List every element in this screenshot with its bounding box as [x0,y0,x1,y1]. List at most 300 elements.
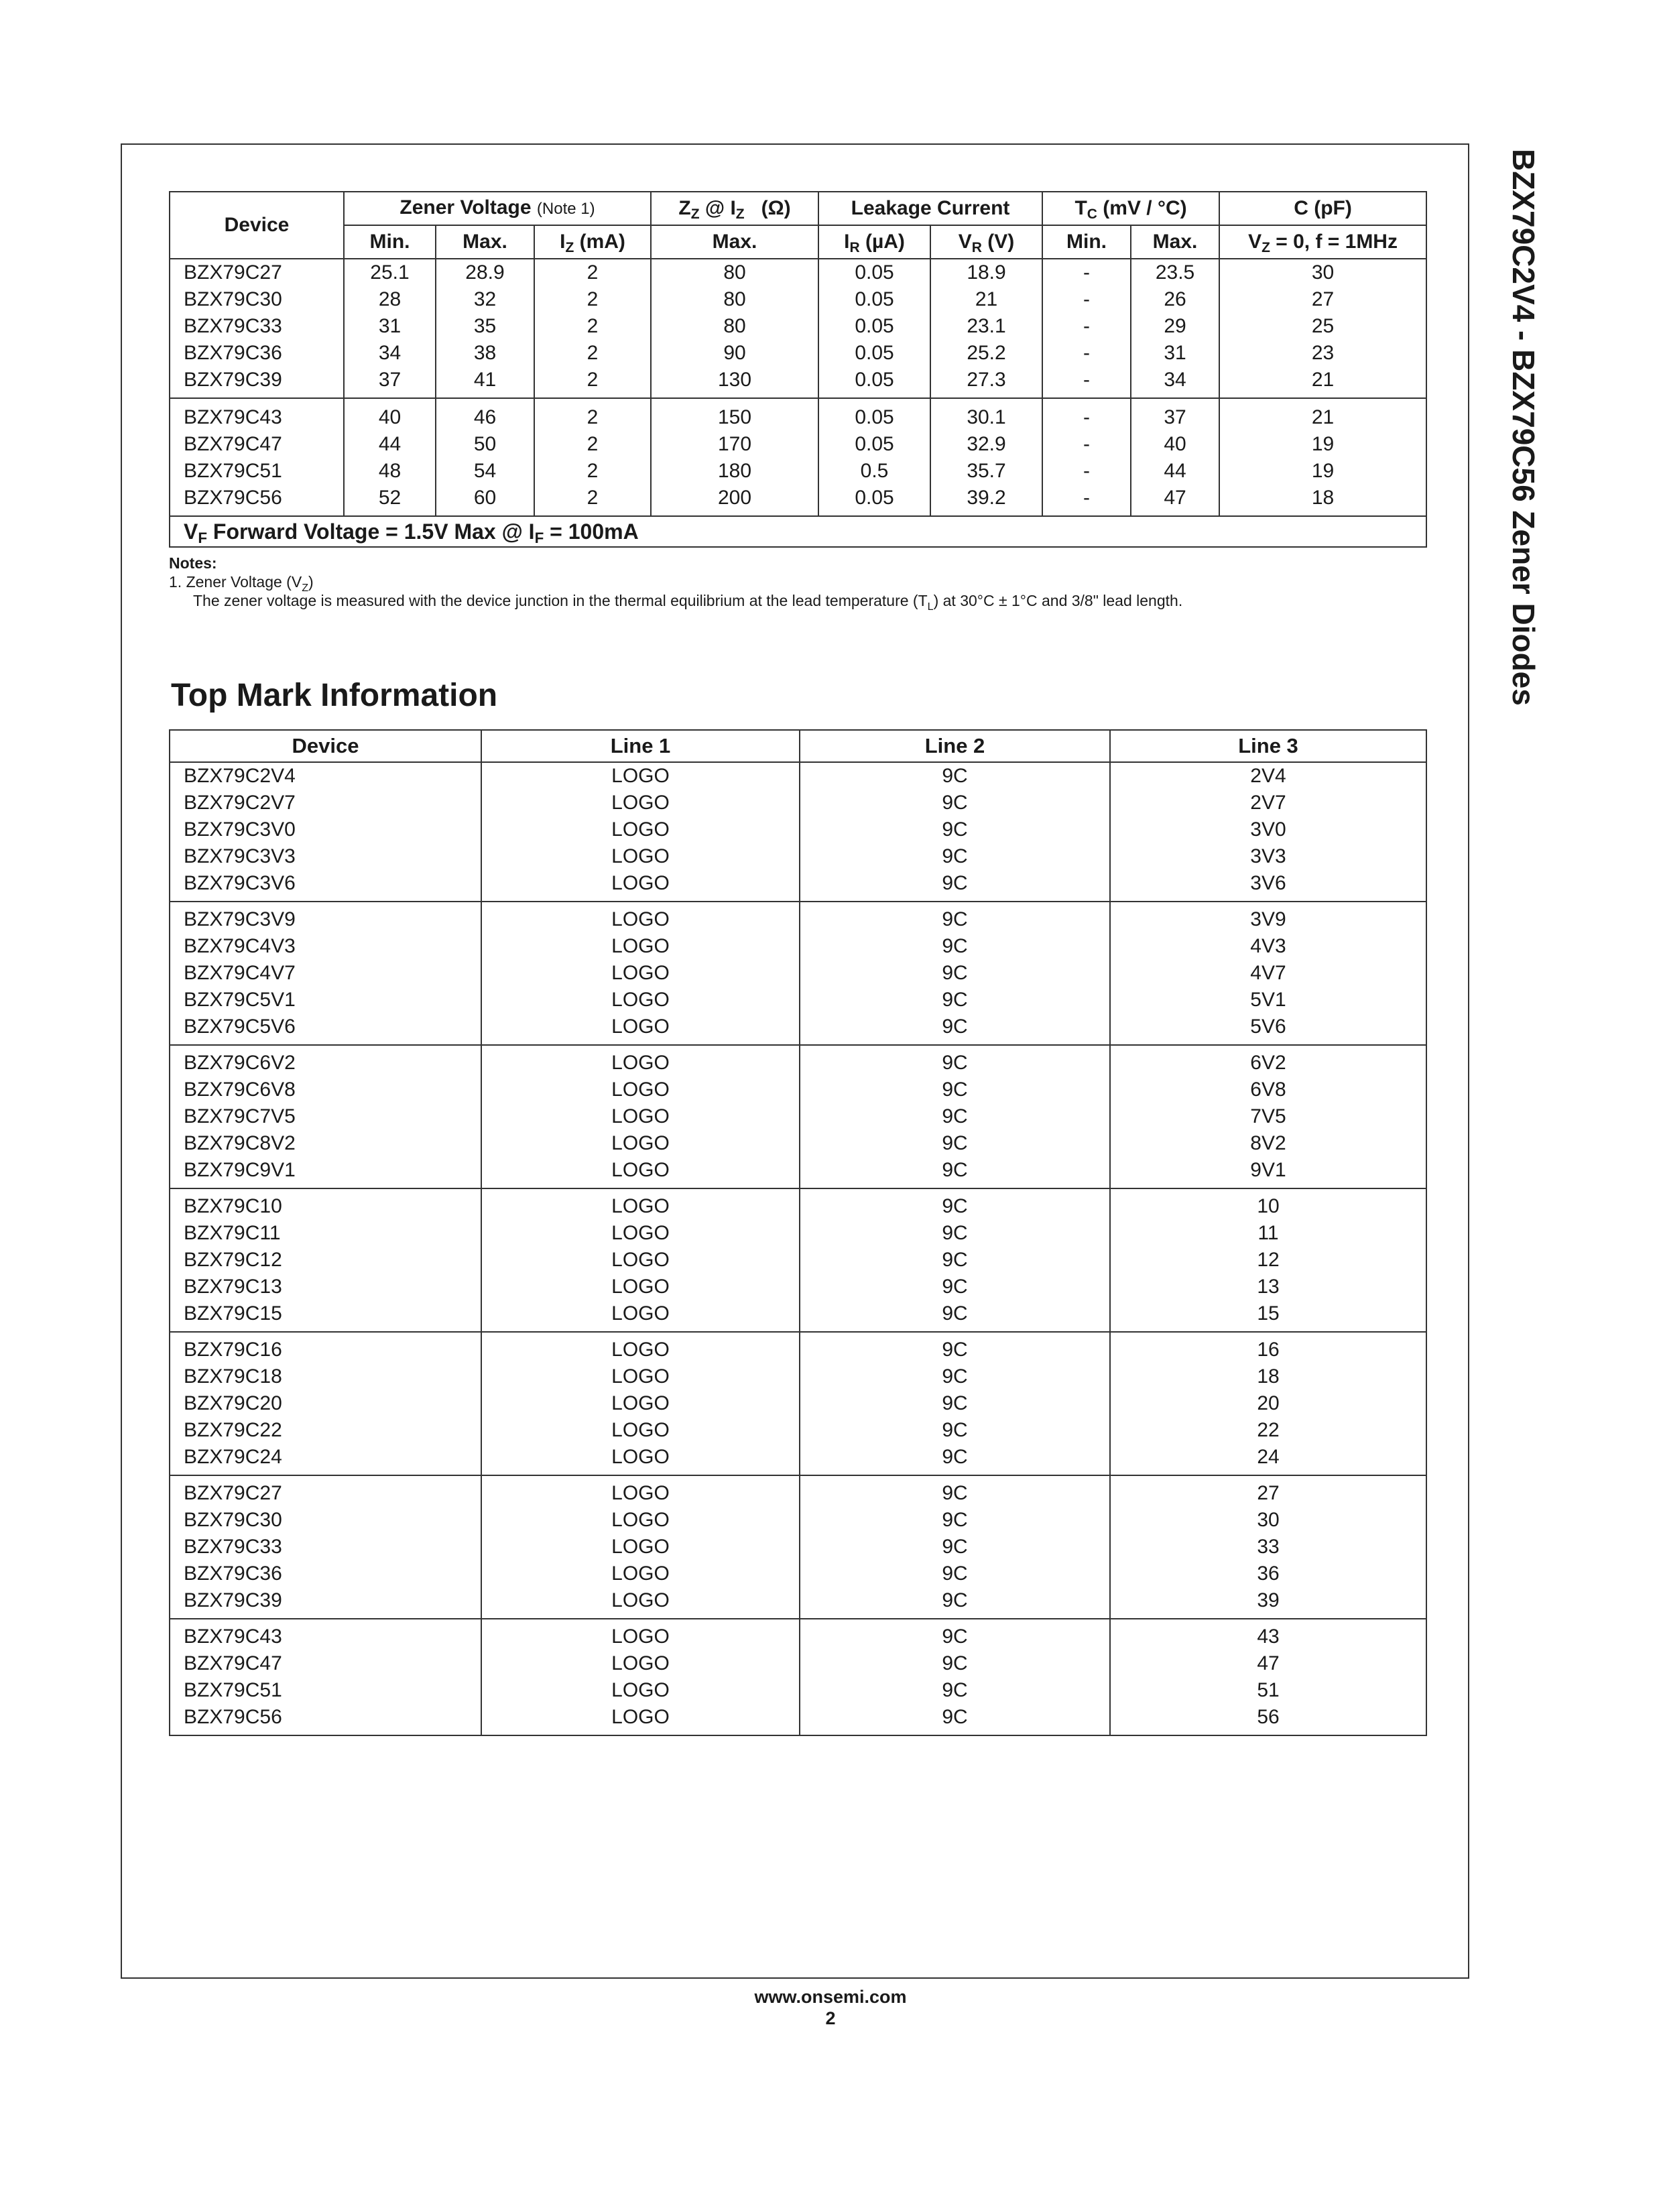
value-cell: LOGO [481,1650,800,1677]
value-cell: 9C [800,1300,1110,1332]
table-row [170,790,1426,816]
table-row [170,1103,1426,1130]
table-row [170,1390,1426,1417]
value-cell: 32 [436,286,534,313]
value-cell: 18 [1110,1363,1426,1390]
value-cell: 2 [534,367,651,398]
table-row [170,1677,1426,1704]
value-cell: 2 [534,286,651,313]
value-cell: 44 [344,431,436,458]
device-cell: BZX79C3V6 [170,870,481,902]
value-cell: 9C [800,1247,1110,1274]
value-cell: 9C [800,1534,1110,1560]
device-cell: BZX79C6V2 [170,1045,481,1077]
value-cell: 35.7 [930,458,1042,485]
value-cell: LOGO [481,790,800,816]
device-cell: BZX79C24 [170,1444,481,1475]
value-cell: 21 [930,286,1042,313]
table-row [170,870,1426,902]
device-cell: BZX79C18 [170,1363,481,1390]
value-cell: LOGO [481,1077,800,1103]
value-cell: 9C [800,1157,1110,1188]
table-row [170,933,1426,960]
device-cell: BZX79C39 [170,367,344,398]
device-cell: BZX79C56 [170,485,344,516]
value-cell: 200 [651,485,818,516]
value-cell: 9V1 [1110,1157,1426,1188]
device-cell: BZX79C56 [170,1704,481,1735]
table-row [170,1363,1426,1390]
value-cell: - [1042,340,1131,367]
value-cell: 21 [1219,367,1426,398]
value-cell: 11 [1110,1220,1426,1247]
value-cell: 51 [1110,1677,1426,1704]
table-row [170,1220,1426,1247]
value-cell: 19 [1219,458,1426,485]
value-cell: 3V3 [1110,843,1426,870]
device-cell: BZX79C6V8 [170,1077,481,1103]
value-cell: 3V6 [1110,870,1426,902]
header-row-1 [170,192,1426,225]
table-row [170,1534,1426,1560]
table-row [170,1130,1426,1157]
table-row [170,816,1426,843]
value-cell: 54 [436,458,534,485]
value-cell: 9C [800,1677,1110,1704]
value-cell: 31 [1131,340,1219,367]
value-cell: 9C [800,1507,1110,1534]
device-cell: BZX79C13 [170,1274,481,1300]
table-row [170,1507,1426,1534]
value-cell: 9C [800,1220,1110,1247]
value-cell: 9C [800,843,1110,870]
page-number: 2 [825,2008,836,2028]
value-cell: 43 [1110,1619,1426,1650]
col-mark-line1: Line 1 [481,730,800,762]
table-row [170,1077,1426,1103]
value-cell: 56 [1110,1704,1426,1735]
value-cell: 9C [800,1704,1110,1735]
value-cell: 27 [1219,286,1426,313]
col-zz-max: Max. [651,225,818,259]
value-cell: 6V2 [1110,1045,1426,1077]
table-row [170,1247,1426,1274]
table-row [170,1560,1426,1587]
value-cell: - [1042,431,1131,458]
value-cell: LOGO [481,1390,800,1417]
device-cell: BZX79C2V4 [170,762,481,790]
value-cell: 36 [1110,1560,1426,1587]
value-cell: LOGO [481,1444,800,1475]
device-cell: BZX79C36 [170,1560,481,1587]
device-cell: BZX79C10 [170,1188,481,1220]
value-cell: 9C [800,1390,1110,1417]
value-cell: LOGO [481,1130,800,1157]
col-capacitance: C (pF) [1219,192,1426,225]
value-cell: LOGO [481,1103,800,1130]
value-cell: LOGO [481,960,800,987]
device-cell: BZX79C22 [170,1417,481,1444]
side-title [1489,149,1556,886]
value-cell: 9C [800,1587,1110,1619]
value-cell: LOGO [481,1619,800,1650]
value-cell: 33 [1110,1534,1426,1560]
col-iz: $I_Z$ (mA) [534,225,651,259]
value-cell: 9C [800,1130,1110,1157]
value-cell: 2 [534,313,651,340]
forward-voltage-row [170,516,1426,547]
value-cell: 26 [1131,286,1219,313]
table-row [170,1475,1426,1507]
value-cell: 9C [800,762,1110,790]
col-mark-line3: Line 3 [1110,730,1426,762]
value-cell: 2 [534,485,651,516]
value-cell: 0.05 [818,367,930,398]
value-cell: 37 [1131,398,1219,431]
value-cell: LOGO [481,1157,800,1188]
value-cell: LOGO [481,870,800,902]
value-cell: 9C [800,1560,1110,1587]
value-cell: 23 [1219,340,1426,367]
device-cell: BZX79C16 [170,1332,481,1363]
col-zener-voltage: Zener Voltage (Note 1) [344,192,651,225]
value-cell: LOGO [481,1188,800,1220]
value-cell: LOGO [481,933,800,960]
device-cell: BZX79C12 [170,1247,481,1274]
value-cell: 39.2 [930,485,1042,516]
table-row [170,485,1426,516]
value-cell: 90 [651,340,818,367]
device-cell: BZX79C4V7 [170,960,481,987]
value-cell: 52 [344,485,436,516]
col-device: Device [170,192,344,259]
value-cell: 25 [1219,313,1426,340]
device-cell: BZX79C2V7 [170,790,481,816]
table-row [170,1157,1426,1188]
note-1-title: 1. Zener Voltage $(V_Z)$ [169,573,314,594]
value-cell: 0.5 [818,458,930,485]
value-cell: LOGO [481,1247,800,1274]
value-cell: 23.5 [1131,259,1219,286]
table-row [170,902,1426,933]
value-cell: LOGO [481,1220,800,1247]
electrical-characteristics-table [169,191,1427,548]
device-cell: BZX79C7V5 [170,1103,481,1130]
value-cell: 47 [1110,1650,1426,1677]
col-vz-max: Max. [436,225,534,259]
device-cell: BZX79C27 [170,259,344,286]
value-cell: 80 [651,286,818,313]
value-cell: 23.1 [930,313,1042,340]
table-row [170,1188,1426,1220]
value-cell: LOGO [481,1274,800,1300]
forward-voltage-text: $V_F$ Forward Voltage = 1.5V Max @ $I_F = 100mA$ [170,516,1426,547]
value-cell: 40 [344,398,436,431]
value-cell: LOGO [481,1045,800,1077]
value-cell: 27.3 [930,367,1042,398]
value-cell: 9C [800,1013,1110,1045]
device-cell: BZX79C33 [170,313,344,340]
device-cell: BZX79C15 [170,1300,481,1332]
value-cell: 18 [1219,485,1426,516]
table-row [170,987,1426,1013]
notes [169,554,1183,613]
value-cell: LOGO [481,1704,800,1735]
device-cell: BZX79C39 [170,1587,481,1619]
device-cell: BZX79C51 [170,1677,481,1704]
value-cell: 47 [1131,485,1219,516]
table-row [170,960,1426,987]
top-mark-table [169,729,1427,1736]
value-cell: 2 [534,259,651,286]
value-cell: 130 [651,367,818,398]
value-cell: 0.05 [818,313,930,340]
table-row [170,1045,1426,1077]
device-cell: BZX79C9V1 [170,1157,481,1188]
table-row [170,1444,1426,1475]
value-cell: - [1042,313,1131,340]
value-cell: 150 [651,398,818,431]
value-cell: 2V4 [1110,762,1426,790]
value-cell: 0.05 [818,431,930,458]
value-cell: 2 [534,431,651,458]
top-mark-title: Top Mark Information [171,678,498,713]
value-cell: 31 [344,313,436,340]
value-cell: 32.9 [930,431,1042,458]
col-zz: $Z_Z$ @ $I_Z$ (Ω) [651,192,818,225]
value-cell: 9C [800,1444,1110,1475]
note-1-text: The zener voltage is measured with the device junction in the thermal equilibrium at the lead temperature $(T_L)$ at 30°C ± 1°C and 3/8" lead length. [193,592,1183,613]
value-cell: - [1042,367,1131,398]
table-row [170,843,1426,870]
value-cell: 15 [1110,1300,1426,1332]
value-cell: 9C [800,987,1110,1013]
value-cell: 3V0 [1110,816,1426,843]
device-cell: BZX79C8V2 [170,1130,481,1157]
table-row [170,286,1426,313]
value-cell: 80 [651,313,818,340]
device-cell: BZX79C30 [170,286,344,313]
value-cell: 9C [800,933,1110,960]
page-footer [0,1986,1661,2029]
table-row [170,313,1426,340]
value-cell: - [1042,485,1131,516]
col-tc-min: Min. [1042,225,1131,259]
col-tc: $T_C$ (mV / °C) [1042,192,1219,225]
value-cell: 5V6 [1110,1013,1426,1045]
value-cell: 2 [534,458,651,485]
value-cell: LOGO [481,1300,800,1332]
side-title-text: BZX79C2V4 - BZX79C56 Zener Diodes [1506,149,1541,706]
device-cell: BZX79C3V3 [170,843,481,870]
value-cell: 34 [1131,367,1219,398]
table-row [170,762,1426,790]
value-cell: 9C [800,1417,1110,1444]
value-cell: 25.2 [930,340,1042,367]
value-cell: 7V5 [1110,1103,1426,1130]
value-cell: LOGO [481,1475,800,1507]
value-cell: 0.05 [818,259,930,286]
value-cell: 9C [800,816,1110,843]
col-vz-condition: $V_Z = 0$, f = 1MHz [1219,225,1426,259]
table-row [170,1587,1426,1619]
table-row [170,367,1426,398]
device-cell: BZX79C30 [170,1507,481,1534]
value-cell: LOGO [481,987,800,1013]
device-cell: BZX79C4V3 [170,933,481,960]
value-cell: 10 [1110,1188,1426,1220]
value-cell: 9C [800,1363,1110,1390]
value-cell: 0.05 [818,286,930,313]
table-row [170,1013,1426,1045]
value-cell: 30.1 [930,398,1042,431]
value-cell: 0.05 [818,398,930,431]
device-cell: BZX79C51 [170,458,344,485]
value-cell: 50 [436,431,534,458]
value-cell: 9C [800,1650,1110,1677]
table-row [170,259,1426,286]
device-cell: BZX79C33 [170,1534,481,1560]
value-cell: 2V7 [1110,790,1426,816]
value-cell: LOGO [481,816,800,843]
device-cell: BZX79C43 [170,398,344,431]
value-cell: 9C [800,790,1110,816]
table-row [170,431,1426,458]
header-row-2 [170,225,1426,259]
device-cell: BZX79C20 [170,1390,481,1417]
value-cell: - [1042,259,1131,286]
value-cell: 30 [1219,259,1426,286]
device-cell: BZX79C5V6 [170,1013,481,1045]
table-row [170,1300,1426,1332]
value-cell: - [1042,398,1131,431]
table-row [170,1619,1426,1650]
value-cell: 9C [800,960,1110,987]
device-cell: BZX79C3V0 [170,816,481,843]
table-row [170,1704,1426,1735]
value-cell: 22 [1110,1417,1426,1444]
table-row [170,458,1426,485]
value-cell: 24 [1110,1444,1426,1475]
value-cell: - [1042,458,1131,485]
value-cell: 41 [436,367,534,398]
device-cell: BZX79C11 [170,1220,481,1247]
value-cell: LOGO [481,1677,800,1704]
table-row [170,398,1426,431]
value-cell: 9C [800,1475,1110,1507]
value-cell: 18.9 [930,259,1042,286]
col-ir: $I_R$ (µA) [818,225,930,259]
value-cell: 9C [800,1188,1110,1220]
value-cell: 16 [1110,1332,1426,1363]
device-cell: BZX79C47 [170,1650,481,1677]
value-cell: 44 [1131,458,1219,485]
value-cell: LOGO [481,1534,800,1560]
device-cell: BZX79C43 [170,1619,481,1650]
device-cell: BZX79C3V9 [170,902,481,933]
value-cell: 34 [344,340,436,367]
table-row [170,1274,1426,1300]
value-cell: 80 [651,259,818,286]
value-cell: 2 [534,398,651,431]
value-cell: 170 [651,431,818,458]
device-cell: BZX79C47 [170,431,344,458]
value-cell: 9C [800,1103,1110,1130]
value-cell: 9C [800,1619,1110,1650]
footer-url: www.onsemi.com [754,1987,907,2007]
device-cell: BZX79C5V1 [170,987,481,1013]
value-cell: 48 [344,458,436,485]
value-cell: LOGO [481,843,800,870]
value-cell: 40 [1131,431,1219,458]
value-cell: - [1042,286,1131,313]
value-cell: LOGO [481,1417,800,1444]
value-cell: 37 [344,367,436,398]
value-cell: LOGO [481,902,800,933]
value-cell: 25.1 [344,259,436,286]
value-cell: 35 [436,313,534,340]
col-tc-max: Max. [1131,225,1219,259]
notes-heading: Notes: [169,554,217,572]
device-cell: BZX79C36 [170,340,344,367]
col-mark-line2: Line 2 [800,730,1110,762]
value-cell: LOGO [481,762,800,790]
value-cell: LOGO [481,1507,800,1534]
value-cell: 27 [1110,1475,1426,1507]
value-cell: 12 [1110,1247,1426,1274]
value-cell: 8V2 [1110,1130,1426,1157]
col-vr: $V_R$ (V) [930,225,1042,259]
value-cell: 38 [436,340,534,367]
value-cell: LOGO [481,1587,800,1619]
value-cell: LOGO [481,1560,800,1587]
value-cell: 39 [1110,1587,1426,1619]
col-vz-min: Min. [344,225,436,259]
value-cell: 9C [800,1077,1110,1103]
value-cell: 21 [1219,398,1426,431]
value-cell: 30 [1110,1507,1426,1534]
value-cell: LOGO [481,1363,800,1390]
table-row [170,1417,1426,1444]
table-row [170,1650,1426,1677]
top-mark-header-row [170,730,1426,762]
value-cell: 4V3 [1110,933,1426,960]
value-cell: 0.05 [818,485,930,516]
value-cell: 28.9 [436,259,534,286]
value-cell: 4V7 [1110,960,1426,987]
value-cell: 19 [1219,431,1426,458]
value-cell: LOGO [481,1332,800,1363]
col-mark-device: Device [170,730,481,762]
value-cell: 46 [436,398,534,431]
value-cell: 9C [800,902,1110,933]
value-cell: 5V1 [1110,987,1426,1013]
value-cell: 9C [800,1045,1110,1077]
value-cell: 180 [651,458,818,485]
device-cell: BZX79C27 [170,1475,481,1507]
value-cell: 9C [800,870,1110,902]
value-cell: 9C [800,1274,1110,1300]
table-row [170,340,1426,367]
value-cell: 28 [344,286,436,313]
value-cell: 13 [1110,1274,1426,1300]
table-row [170,1332,1426,1363]
value-cell: 9C [800,1332,1110,1363]
col-leakage-current: Leakage Current [818,192,1042,225]
value-cell: 6V8 [1110,1077,1426,1103]
value-cell: 3V9 [1110,902,1426,933]
value-cell: LOGO [481,1013,800,1045]
